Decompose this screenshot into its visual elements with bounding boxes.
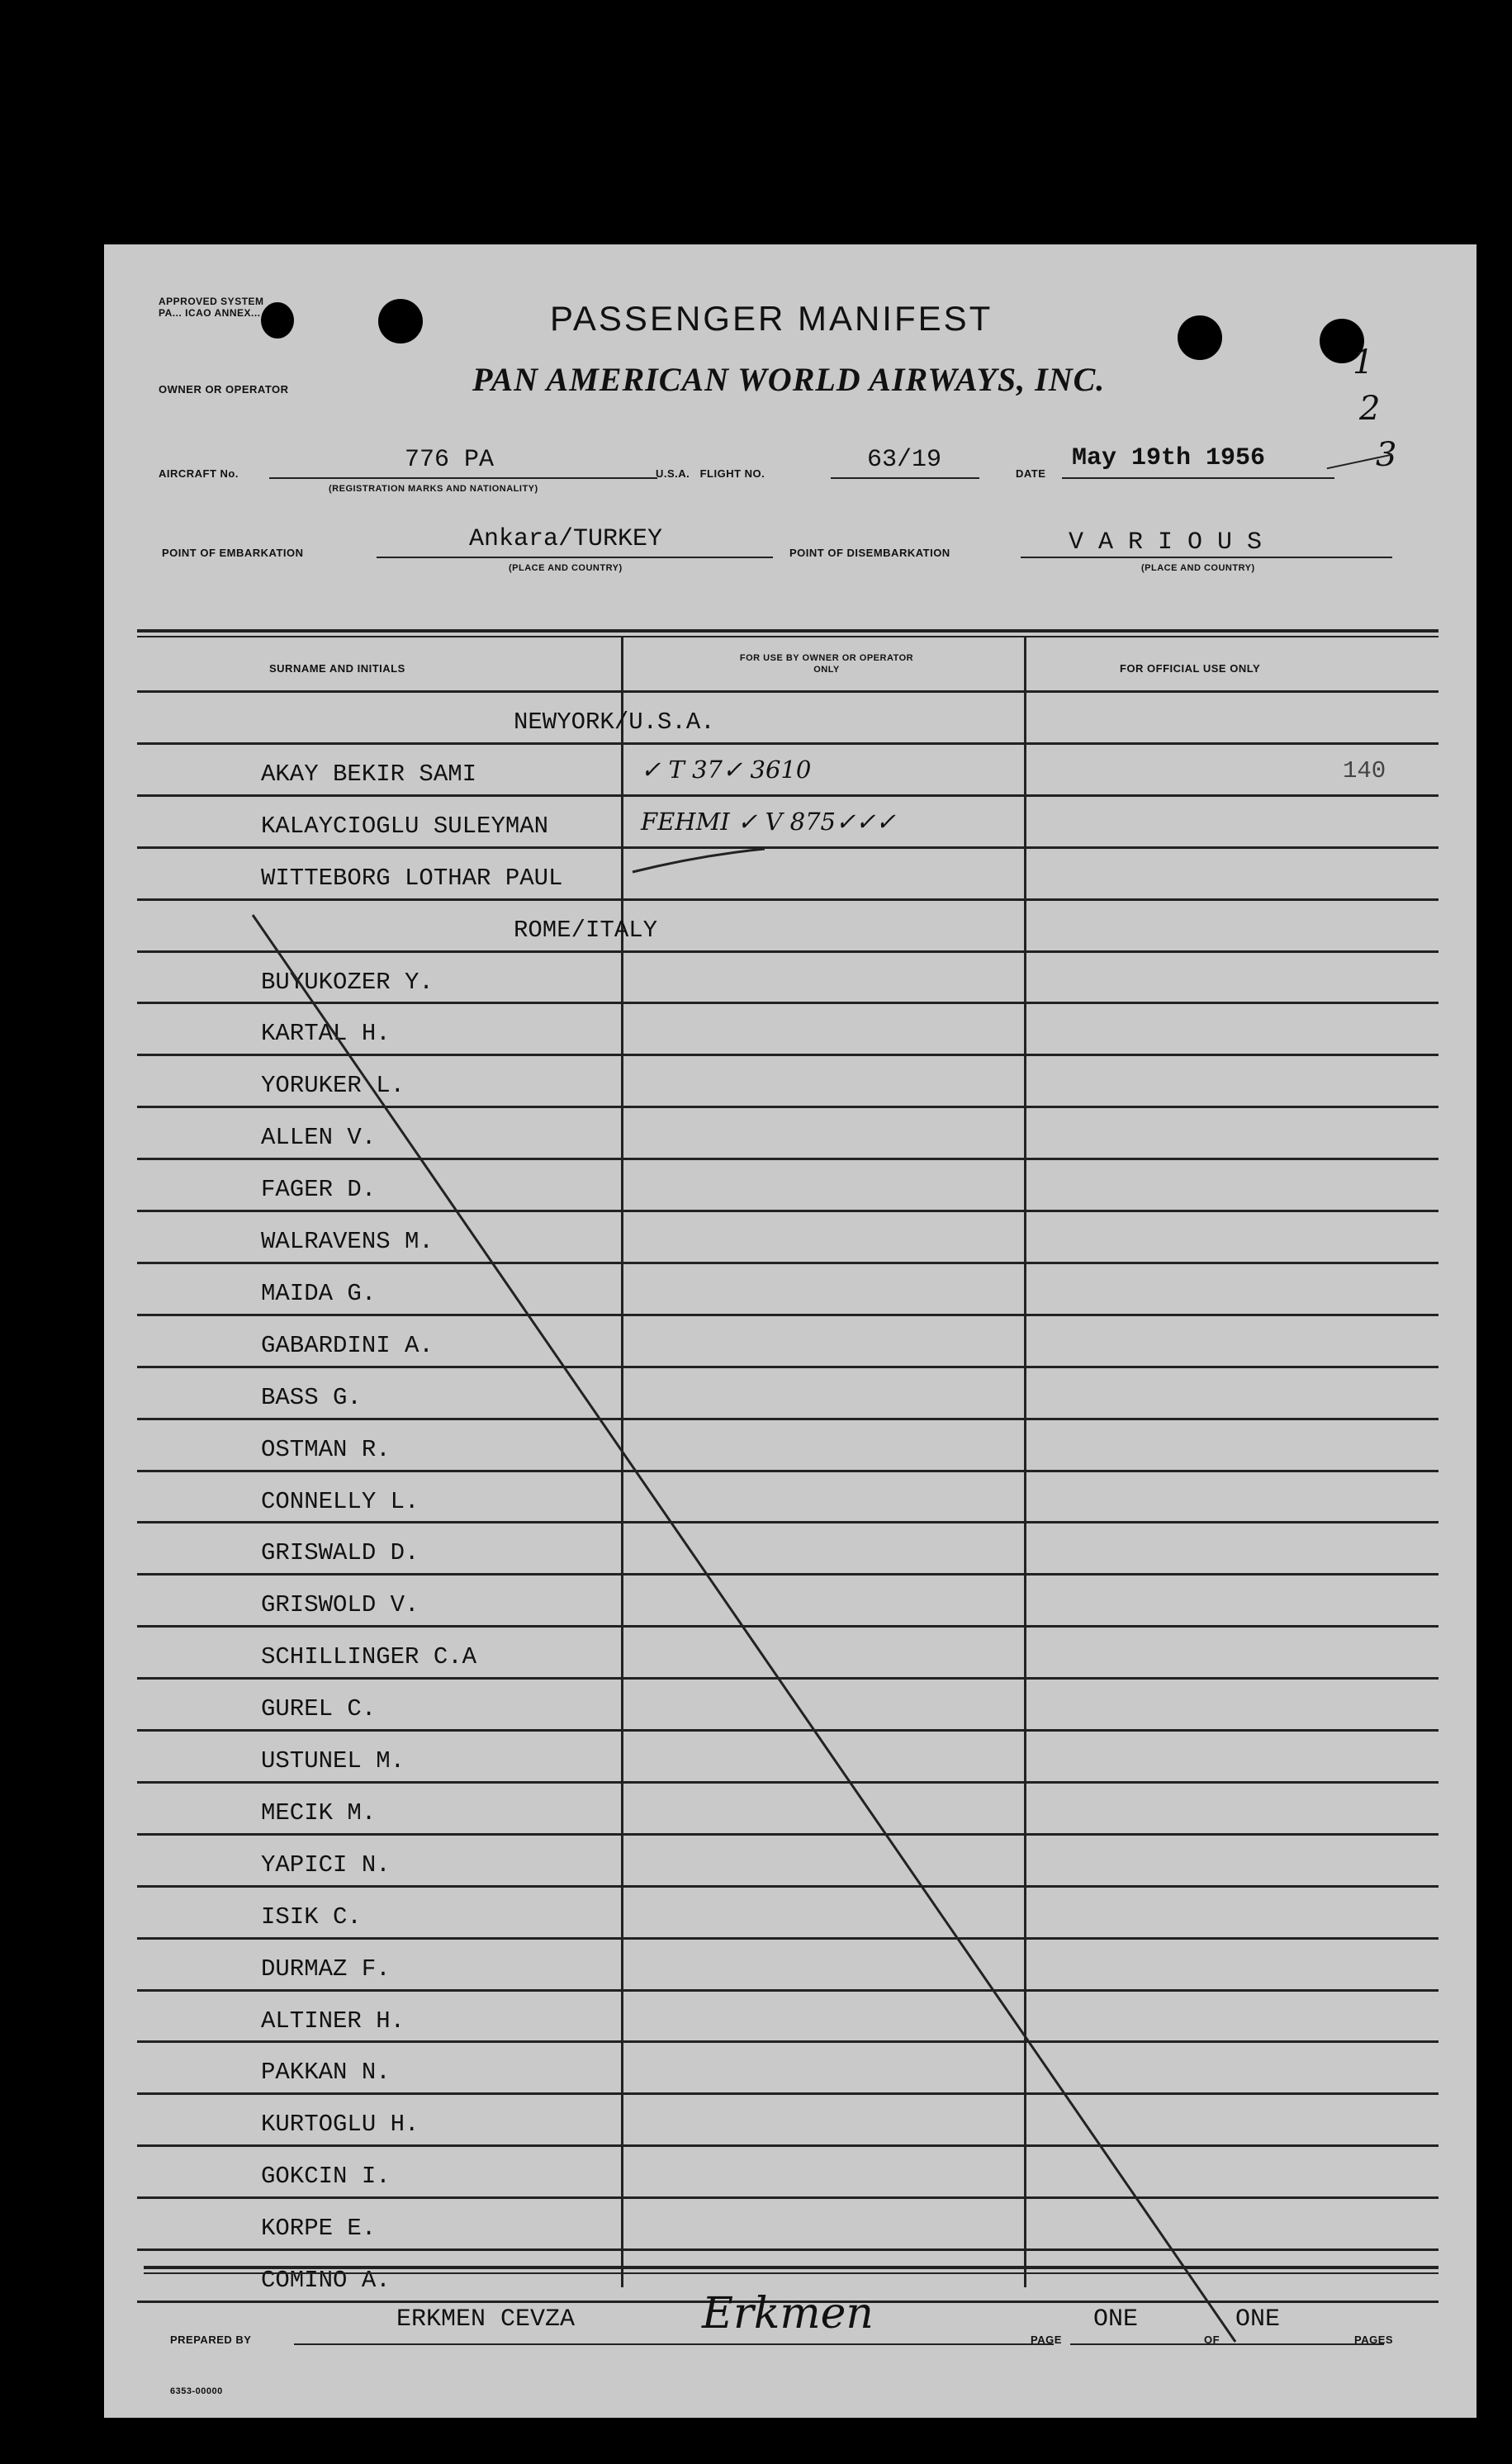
embarkation-value: Ankara/TURKEY: [469, 525, 663, 553]
pages-label: PAGES: [1354, 2334, 1394, 2346]
passenger-name: BUYUKOZER Y.: [261, 968, 434, 996]
passenger-name: YAPICI N.: [261, 1850, 391, 1879]
passenger-name: ALLEN V.: [261, 1124, 377, 1152]
disembarkation-label: POINT OF DISEMBARKATION: [789, 547, 950, 559]
embarkation-label: POINT OF EMBARKATION: [162, 547, 304, 559]
passenger-name: CONNELLY L.: [261, 1487, 419, 1515]
flight-no: 63/19: [867, 446, 942, 474]
passenger-name: DURMAZ F.: [261, 1955, 391, 1983]
passenger-name: COMINO A.: [261, 2267, 391, 2294]
passenger-name: GUREL C.: [261, 1695, 377, 1723]
page-number: ONE: [1093, 2305, 1139, 2334]
passenger-name: GRISWALD D.: [261, 1539, 419, 1567]
disembarkation-caption: (PLACE AND COUNTRY): [1141, 563, 1255, 573]
prepared-by-name: ERKMEN CEVZA: [396, 2305, 576, 2334]
pages-underline: [1070, 2343, 1384, 2345]
destination-heading: ROME/ITALY: [514, 916, 658, 944]
owner-label: OWNER OR OPERATOR: [159, 383, 289, 396]
passenger-name: YORUKER L.: [261, 1072, 405, 1100]
passenger-name: KALAYCIOGLU SULEYMAN: [261, 812, 549, 840]
date-value: May 19th 1956: [1072, 444, 1266, 472]
passenger-name: MECIK M.: [261, 1798, 377, 1827]
operator-name: PAN AMERICAN WORLD AIRWAYS, INC.: [472, 361, 1106, 398]
passenger-name: AKAY BEKIR SAMI: [261, 760, 477, 788]
surname-header: SURNAME AND INITIALS: [269, 662, 405, 675]
passenger-name: WALRAVENS M.: [261, 1228, 434, 1255]
registration-caption: (REGISTRATION MARKS AND NATIONALITY): [329, 484, 538, 494]
owner-use-header: FOR USE BY OWNER OR OPERATOR ONLY: [739, 653, 914, 675]
aircraft-label: AIRCRAFT No.: [159, 467, 239, 480]
page-label: PAGE: [1031, 2334, 1062, 2346]
passenger-name: KURTOGLU H.: [261, 2111, 419, 2139]
footer-rule: [144, 2266, 1439, 2269]
page-total: ONE: [1235, 2305, 1281, 2334]
page-mark-3: 3: [1376, 436, 1397, 474]
embarkation-caption: (PLACE AND COUNTRY): [509, 563, 623, 573]
form-code: APPROVED SYSTEM PA... ICAO ANNEX...: [159, 296, 264, 319]
signature: Erkmen: [702, 2289, 874, 2338]
passenger-name: USTUNEL M.: [261, 1747, 405, 1775]
date-label: DATE: [1016, 467, 1046, 480]
aircraft-no: 776 PA: [405, 446, 495, 474]
passenger-name: OSTMAN R.: [261, 1435, 391, 1463]
passenger-name: GRISWOLD V.: [261, 1591, 419, 1619]
owner-note: ✓ T 37✓ 3610: [641, 755, 812, 784]
prepared-by-underline: [294, 2343, 1054, 2345]
form-number: 6353-00000: [170, 2386, 223, 2396]
page-title: PASSENGER MANIFEST: [550, 299, 993, 338]
footer-rule-2: [144, 2272, 1439, 2274]
manifest-sheet: [104, 244, 1476, 2418]
passenger-name: GABARDINI A.: [261, 1331, 434, 1359]
destination-heading: NEWYORK/U.S.A.: [514, 708, 715, 736]
official-use-header: FOR OFFICIAL USE ONLY: [1120, 662, 1261, 675]
passenger-name: BASS G.: [261, 1383, 362, 1411]
passenger-name: PAKKAN N.: [261, 2059, 391, 2087]
page-mark-2: 2: [1359, 390, 1381, 428]
passenger-name: ALTINER H.: [261, 2007, 405, 2035]
passenger-name: KORPE E.: [261, 2215, 377, 2243]
of-label: OF: [1204, 2334, 1221, 2346]
passenger-name: FAGER D.: [261, 1176, 377, 1204]
flight-label: U.S.A. FLIGHT NO.: [656, 467, 765, 480]
owner-note: FEHMI ✓ V 875✓✓✓: [641, 807, 896, 836]
cancellation-stroke: [104, 244, 1476, 2418]
passenger-name: GOKCIN I.: [261, 2163, 391, 2191]
prepared-by-label: PREPARED BY: [170, 2334, 252, 2346]
passenger-name: ISIK C.: [261, 1902, 362, 1931]
official-value: 140: [1343, 756, 1386, 784]
passenger-name: MAIDA G.: [261, 1279, 377, 1307]
passenger-name: WITTEBORG LOTHAR PAUL: [261, 864, 563, 892]
page-mark-1: 1: [1353, 344, 1374, 381]
disembarkation-value: V A R I O U S: [1069, 528, 1263, 557]
passenger-name: SCHILLINGER C.A: [261, 1643, 477, 1671]
passenger-name: KARTAL H.: [261, 1020, 391, 1048]
